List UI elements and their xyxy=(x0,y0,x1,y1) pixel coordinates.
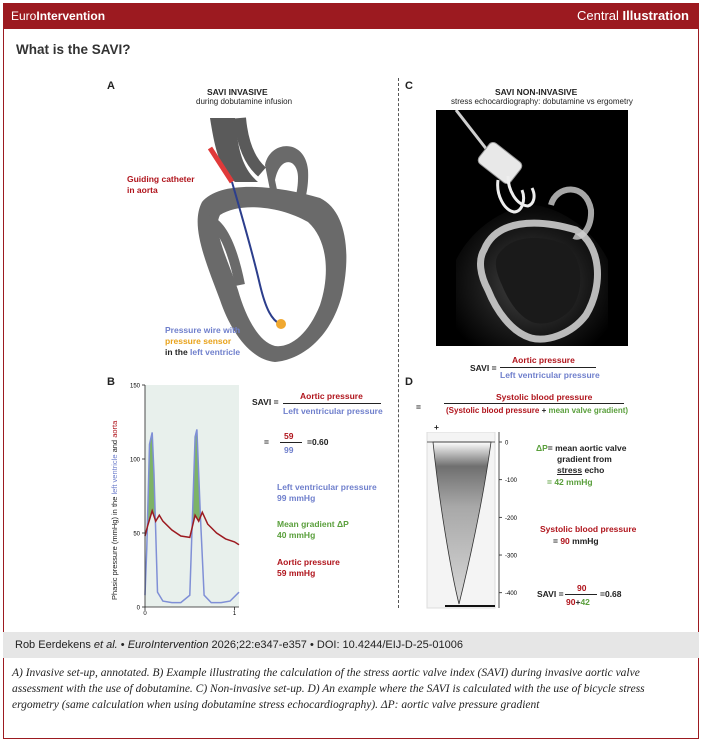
panel-a-letter: A xyxy=(107,80,115,92)
citation-text: Rob Eerdekens et al. • EuroIntervention 2026;22:e347-e357 • DOI: 10.4244/EIJ-D-25-01006 xyxy=(15,639,464,651)
y-tick-label: 150 xyxy=(129,383,140,390)
y-tick-label: 50 xyxy=(133,531,140,538)
doppler-tick-label: -200 xyxy=(505,515,518,522)
d-plus-sign: + xyxy=(434,422,439,432)
doppler-chart xyxy=(425,432,525,612)
doppler-tick-label: 0 xyxy=(505,440,509,447)
panel-d-letter: D xyxy=(405,376,413,388)
c-fraction-bar xyxy=(500,367,596,368)
panel-a-title: SAVI INVASIVE xyxy=(207,87,268,97)
b-eq-equals: = xyxy=(264,437,269,447)
chart-plot-area xyxy=(145,385,239,607)
panel-c-letter: C xyxy=(405,80,413,92)
d-f-denominator: 90+42 xyxy=(566,597,590,607)
d-f-numerator: 90 xyxy=(577,583,587,593)
chart-b-ylabel: Phasic pressure (mmHg) in the left ventricle and aorta xyxy=(110,420,119,600)
c-numerator: Aortic pressure xyxy=(512,355,575,365)
doppler-tick-label: -300 xyxy=(505,553,518,560)
b-denominator: Left ventricular pressure xyxy=(283,406,383,416)
d-f-result: =0.68 xyxy=(600,589,622,599)
pressure-chart xyxy=(120,380,245,615)
panel-divider xyxy=(398,78,399,608)
aortic-pressure-label: Aortic pressure xyxy=(277,557,340,567)
b-eq-denominator: 99 xyxy=(284,445,294,455)
d-numerator: Systolic blood pressure xyxy=(496,392,593,402)
wire-label-line1: Pressure wire with xyxy=(165,325,241,335)
journal-brand: EuroIntervention xyxy=(11,9,106,23)
sbp-value: = 90 mmHg xyxy=(553,536,599,546)
c-denominator: Left ventricular pressure xyxy=(500,370,600,380)
b-eq-fraction-bar xyxy=(280,442,302,443)
d-equals: = xyxy=(416,402,421,412)
y-tick-label: 100 xyxy=(129,457,140,464)
panel-c-title: SAVI NON-INVASIVE xyxy=(495,87,578,97)
b-eq-numerator: 59 xyxy=(284,431,294,441)
figure-caption: A) Invasive set-up, annotated. B) Example illustrating the calculation of the stress aortic valve index (SAVI) during invasive aortic valve assessment with the use of dobutamine. C) Non-invasive set-up. D) An example where the SAVI is calculated with the use of bicycle stress ergometry (same calculation when using dobutamine stress echocardiography). ΔP: aortic valve pressure gradient xyxy=(12,667,645,711)
dp-line3: stress echo xyxy=(557,465,605,475)
dp-line4: = 42 mmHg xyxy=(547,477,593,487)
b-savi-label: SAVI = xyxy=(252,397,279,407)
d-f-fraction-bar xyxy=(565,594,597,595)
x-tick-label: 0 xyxy=(143,611,147,615)
sbp-label: Systolic blood pressure xyxy=(540,524,637,534)
lv-pressure-value: 99 mmHg xyxy=(277,493,316,503)
d-savi-label: SAVI = xyxy=(537,589,564,599)
mean-gradient-value: 40 mmHg xyxy=(277,530,316,540)
page-title: What is the SAVI? xyxy=(16,42,131,57)
wire-label-line3: in the left ventricle xyxy=(165,347,241,357)
wire-label-line2: pressure sensor xyxy=(165,336,232,346)
b-eq-result: =0.60 xyxy=(307,437,329,447)
x-tick-label: 1 xyxy=(232,611,237,615)
panel-b-letter: B xyxy=(107,376,115,388)
central-illustration-label: Central Illustration xyxy=(577,8,689,23)
dp-line1: ΔP= mean aortic valve xyxy=(536,443,627,453)
aortic-pressure-value: 59 mmHg xyxy=(277,568,316,578)
dp-line2: gradient from xyxy=(557,454,612,464)
doppler-tick-label: -100 xyxy=(505,478,518,485)
panel-a-subtitle: during dobutamine infusion xyxy=(196,97,293,106)
catheter-label-line1: Guiding catheter xyxy=(127,174,195,184)
y-tick-label: 0 xyxy=(136,605,140,612)
b-fraction-bar xyxy=(283,403,381,404)
citation-bar xyxy=(3,632,699,658)
lv-pressure-label: Left ventricular pressure xyxy=(277,482,377,492)
d-denominator: (Systolic blood pressure + mean valve gradient) xyxy=(446,406,629,415)
c-savi-label: SAVI = xyxy=(470,363,497,373)
echo-image xyxy=(436,110,628,346)
doppler-tick-label: -400 xyxy=(505,591,518,598)
catheter-label-line2: in aorta xyxy=(127,185,158,195)
d-fraction-bar xyxy=(444,403,624,404)
b-numerator: Aortic pressure xyxy=(300,391,363,401)
mean-gradient-label: Mean gradient ΔP xyxy=(277,519,349,529)
panel-c-subtitle: stress echocardiography: dobutamine vs ergometry xyxy=(451,97,633,106)
